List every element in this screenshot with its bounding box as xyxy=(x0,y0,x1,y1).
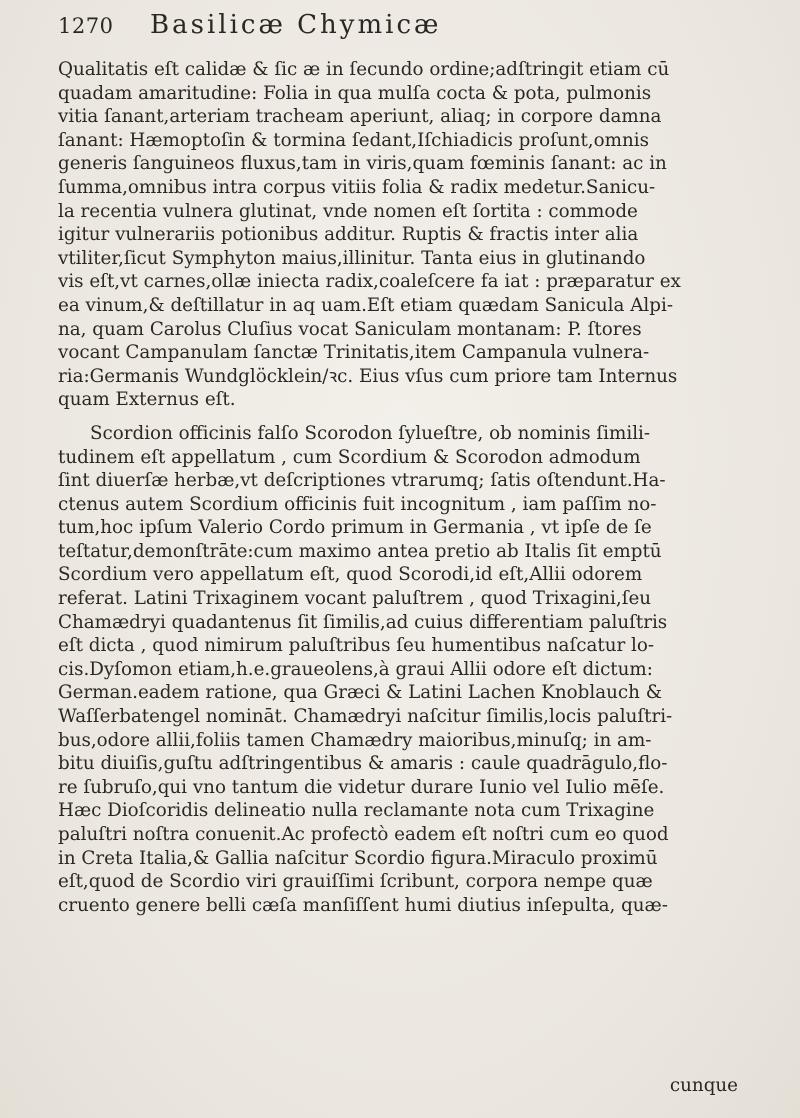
text-line: referat. Latini Trixaginem vocant paluſtrem , quod Trixagini,ſeu xyxy=(58,588,652,610)
text-line: ctenus autem Scordium officinis fuit incognitum , iam paſſim no- xyxy=(58,493,657,515)
text-line: vocant Campanulam ſanctæ Trinitatis,item Campanula vulnera- xyxy=(58,342,650,364)
text-line: quadam amaritudine: Folia in qua mulſa cocta & pota, pulmonis xyxy=(58,82,652,104)
running-head xyxy=(58,10,760,56)
text-line: ſanant: Hæmoptoſin & tormina ſedant,Iſchiadicis proſunt,omnis xyxy=(58,129,649,151)
text-line: vitia ſanant,arteriam tracheam aperiunt, aliaq; in corpore damna xyxy=(58,106,662,128)
text-line: vtiliter,ſicut Symphyton maius,illinitur. Tanta eius in glutinando xyxy=(58,247,646,269)
text-line: Scordion officinis falſo Scorodon ſylueſtre, ob nominis ſimili- xyxy=(90,422,651,444)
text-line: in Creta Italia,& Gallia naſcitur Scordio figura.Miraculo proximū xyxy=(58,847,658,869)
text-line: Qualitatis eſt calidæ & ſic æ in ſecundo ordine;adſtringit etiam cū xyxy=(58,59,670,80)
text-line: ſint diuerſæ herbæ,vt deſcriptiones vtrarumq; ſatis oſtendunt.Ha- xyxy=(58,470,666,492)
text-line: teſtatur,demonſtrāte:cum maximo antea pretio ab Italis ſit emptū xyxy=(58,540,662,562)
text-line: paluſtri noſtra conuenit.Ac profectò eadem eſt noſtri cum eo quod xyxy=(58,824,669,845)
text-line: re ſubruſo,qui vno tantum die videtur durare Iunio vel Iulio mēſe. xyxy=(58,776,665,798)
text-line: Waſſerbatengel nomināt. Chamædryi naſcitur ſimilis,locis paluſtri- xyxy=(58,706,673,728)
running-title: Basilicæ Chymicæ xyxy=(150,10,442,40)
text-line: ea vinum,& deſtillatur in aq uam.Eſt etiam quædam Sanicula Alpi- xyxy=(58,294,674,316)
text-line: ria:Germanis Wundglöcklein/ꝛc. Eius vſus cum priore tam Internus xyxy=(58,365,678,387)
text-line: German.eadem ratione, qua Græci & Latini Lachen Knoblauch & xyxy=(58,682,662,704)
text-line: generis ſanguineos fluxus,tam in viris,quam fœminis ſanant: ac in xyxy=(58,153,667,175)
text-line: cruento genere belli cæſa manſiſſent humi diutius inſepulta, quæ- xyxy=(58,894,668,916)
text-line: ſumma,omnibus intra corpus vitiis folia & radix medetur.Sanicu- xyxy=(58,176,656,198)
text-line: vis eſt,vt carnes,ollæ iniecta radix,coaleſcere fa iat : præparatur ex xyxy=(58,271,681,293)
text-line: Hæc Dioſcoridis delineatio nulla reclamante nota cum Trixagine xyxy=(58,800,655,822)
text-line: quam Externus eſt. xyxy=(58,389,236,411)
paragraph xyxy=(58,58,760,412)
paragraph xyxy=(58,422,760,917)
text-line: igitur vulnerariis potionibus additur. Ruptis & fractis inter alia xyxy=(58,224,639,246)
text-line: tum,hoc ipſum Valerio Cordo primum in Germania , vt ipſe de ſe xyxy=(58,517,652,539)
catchword: cunque xyxy=(669,1075,738,1096)
text-line: tudinem eſt appellatum , cum Scordium & Scorodon admodum xyxy=(58,446,641,468)
text-line: Chamædryi quadantenus ſit ſimilis,ad cuius differentiam paluſtris xyxy=(58,611,668,633)
text-line: la recentia vulnera glutinat, vnde nomen eſt ſortita : commode xyxy=(58,200,638,222)
text-line: na, quam Carolus Cluſius vocat Saniculam montanam: P. ſtores xyxy=(58,318,642,340)
text-line: eſt dicta , quod nimirum paluſtribus ſeu humentibus naſcatur lo- xyxy=(58,635,655,657)
page-number: 1270 xyxy=(58,14,114,38)
paragraph-gap xyxy=(58,412,760,422)
text-line: bitu diuiſis,guſtu adſtringentibus & amaris : caule quadrāgulo,flo- xyxy=(58,753,668,775)
text-line: cis.Dyſomon etiam,h.e.graueolens,à graui Allii odore eſt dictum: xyxy=(58,658,653,680)
body-text xyxy=(58,58,760,917)
text-line: eſt,quod de Scordio viri grauiſſimi ſcribunt, corpora nempe quæ xyxy=(58,871,653,893)
text-line: bus,odore allii,foliis tamen Chamædry maioribus,minuſq; in am- xyxy=(58,729,652,751)
text-line: Scordium vero appellatum eſt, quod Scorodi,id eſt,Allii odorem xyxy=(58,564,643,586)
